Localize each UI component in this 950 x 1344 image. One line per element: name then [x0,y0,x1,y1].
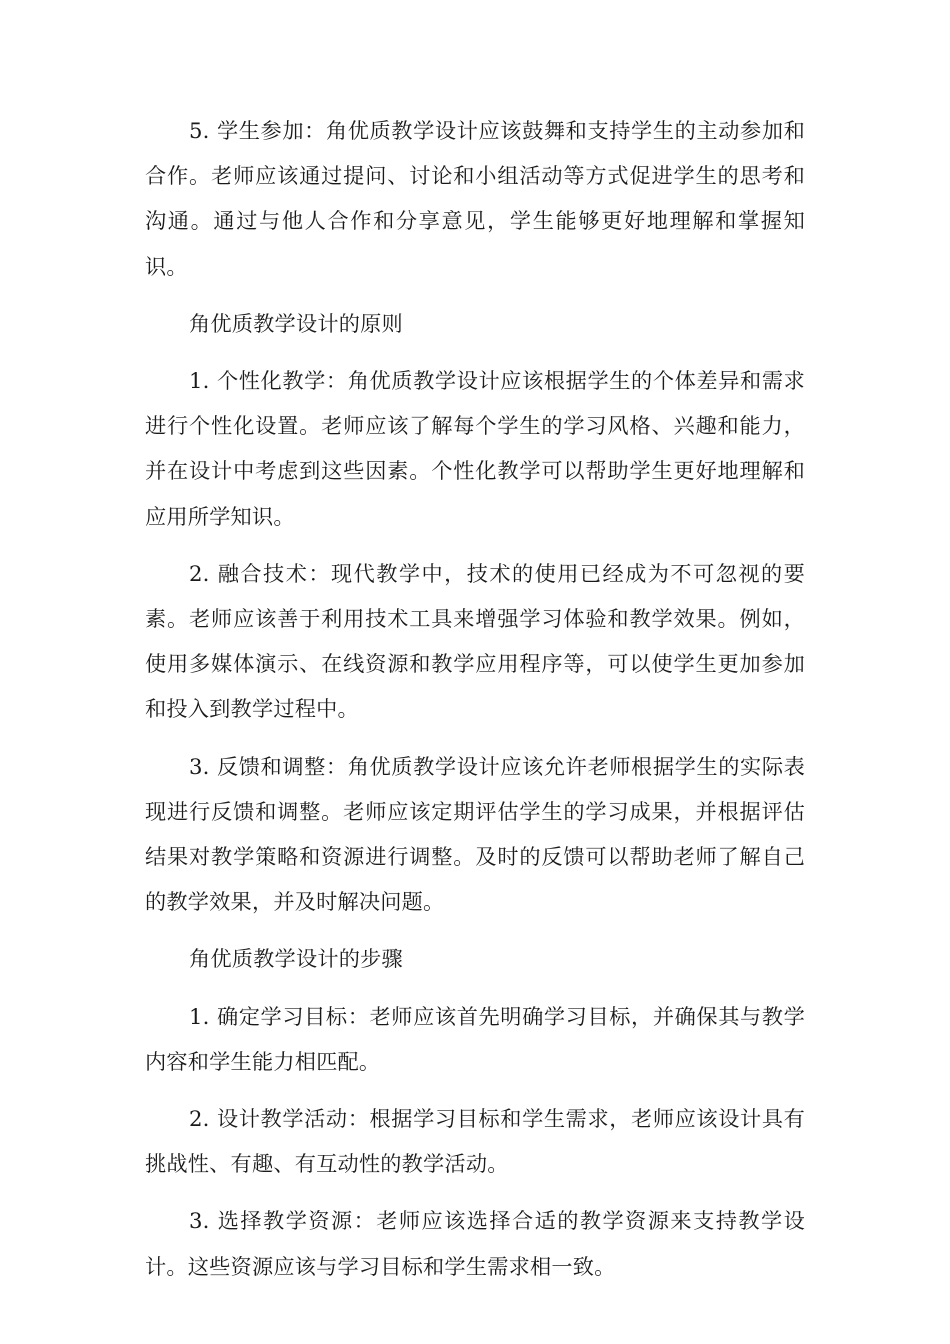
item-student-participation: 5. 学生参加：角优质教学设计应该鼓舞和支持学生的主动参加和合作。老师应该通过提问、讨论和小组活动等方式促进学生的思考和沟通。通过与他人合作和分享意见，学生能够更好地理解和掌握知识。 [145,118,805,279]
item-personalized-teaching: 1. 个性化教学：角优质教学设计应该根据学生的个体差异和需求进行个性化设置。老师应该了解每个学生的学习风格、兴趣和能力，并在设计中考虑到这些因素。个性化教学可以帮助学生更好地理解和应用所学知识。 [145,368,805,529]
item-select-resources: 3. 选择教学资源：老师应该选择合适的教学资源来支持教学设计。这些资源应该与学习目标和学生需求相一致。 [145,1208,805,1279]
section-heading-principles: 角优质教学设计的原则 [189,310,403,336]
item-design-activities: 2. 设计教学活动：根据学习目标和学生需求，老师应该设计具有挑战性、有趣、有互动性的教学活动。 [145,1106,805,1177]
section-heading-steps: 角优质教学设计的步骤 [189,946,403,972]
item-feedback-adjustment: 3. 反馈和调整：角优质教学设计应该允许老师根据学生的实际表现进行反馈和调整。老师应该定期评估学生的学习成果，并根据评估结果对教学策略和资源进行调整。及时的反馈可以帮助老师了解自己的教学效果，并及时解决问题。 [145,753,805,915]
item-integrate-technology: 2. 融合技术：现代教学中，技术的使用已经成为不可忽视的要素。老师应该善于利用技术工具来增强学习体验和教学效果。例如，使用多媒体演示、在线资源和教学应用程序等，可以使学生更加参加和投入到教学过程中。 [145,560,805,722]
document-body [145,108,805,1301]
item-learning-goals: 1. 确定学习目标：老师应该首先明确学习目标，并确保其与教学内容和学生能力相匹配。 [145,1003,805,1074]
